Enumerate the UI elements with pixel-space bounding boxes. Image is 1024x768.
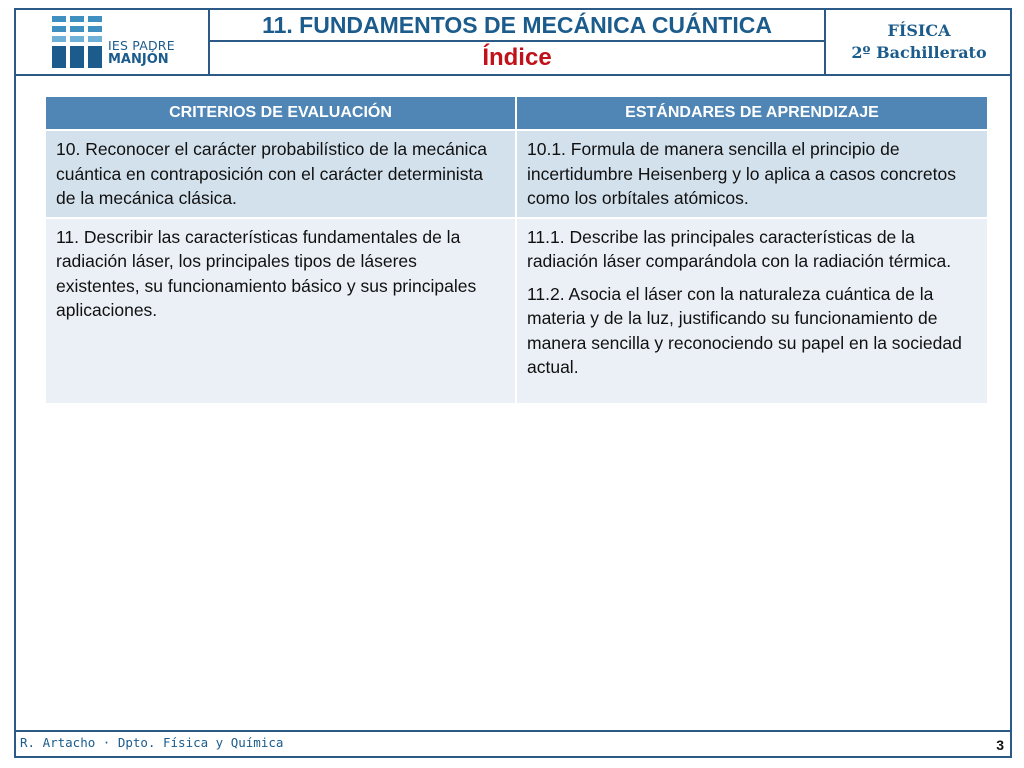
page-title: 11. FUNDAMENTOS DE MECÁNICA CUÁNTICA — [208, 8, 826, 42]
table-header-row — [46, 97, 987, 130]
footer-author: R. Artacho · Dpto. Física y Química — [20, 735, 284, 750]
standards-cell — [516, 130, 987, 218]
criterion-cell — [46, 130, 516, 218]
criterion-text: 10. Reconocer el carácter probabilístico de la mecánica cuántica en contraposición con el carácter determinista de la mecánica clásica. — [56, 139, 487, 208]
criterion-text: 11. Describir las características fundamentales de la radiación láser, los principales tipos de láseres existentes, su funcionamiento básico y sus principales aplicaciones. — [56, 226, 477, 320]
standard-text: 10.1. Formula de manera sencilla el principio de incertidumbre Heisenberg y lo aplica a casos concretos como los orbítales atómicos. — [527, 139, 956, 208]
table-row — [46, 218, 987, 404]
school-logo — [52, 16, 182, 70]
logo-text-line2: MANJÓN — [108, 52, 169, 67]
standard-text: 11.2. Asocia el láser con la naturaleza cuántica de la materia y de la luz, justificando su funcionamiento de manera sencilla y reconociendo su papel en la sociedad actual. — [527, 283, 962, 377]
subject-name: FÍSICA — [887, 21, 951, 40]
column-header-criteria: CRITERIOS DE EVALUACIÓN — [46, 97, 516, 130]
page-subtitle: Índice — [208, 40, 826, 76]
standards-cell — [516, 218, 987, 404]
standard-text: 11.1. Describe las principales características de la radiación láser comparándola con la radiación térmica. — [527, 226, 952, 271]
column-header-standards: ESTÁNDARES DE APRENDIZAJE — [516, 97, 987, 130]
logo-text-line1: IES PADRE — [108, 38, 175, 53]
page-number: 3 — [996, 737, 1004, 753]
footer-divider — [14, 730, 1012, 732]
table-row — [46, 130, 987, 218]
logo-grid-icon — [52, 16, 104, 68]
criteria-table — [46, 97, 987, 405]
course-level: 2º Bachillerato — [851, 43, 987, 62]
criterion-cell — [46, 218, 516, 404]
subject-label — [824, 8, 1012, 76]
